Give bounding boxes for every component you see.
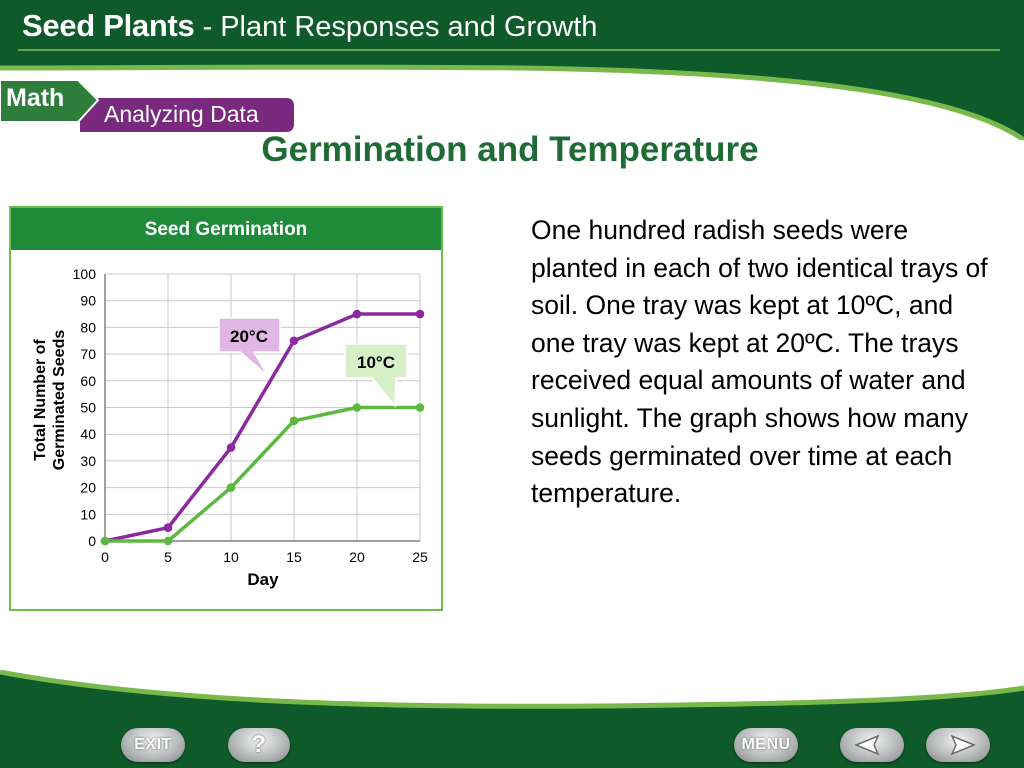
menu-label: MENU bbox=[741, 736, 791, 753]
y-tick-label: 100 bbox=[72, 266, 96, 282]
x-tick-label: 15 bbox=[286, 549, 302, 565]
left-arrow-icon bbox=[852, 734, 892, 756]
series-line-1 bbox=[105, 408, 420, 542]
y-tick-label: 10 bbox=[80, 506, 96, 523]
y-tick-label: 80 bbox=[80, 319, 96, 336]
title-main: Seed Plants bbox=[22, 8, 195, 43]
series-point-0 bbox=[416, 310, 425, 319]
chart-title: Seed Germination bbox=[11, 208, 441, 250]
y-tick-label: 50 bbox=[80, 399, 96, 416]
series-point-0 bbox=[290, 336, 299, 345]
legend-label-20c: 20°C bbox=[230, 327, 268, 346]
exit-label: EXIT bbox=[134, 736, 172, 753]
series-point-1 bbox=[101, 537, 110, 546]
y-tick-label: 70 bbox=[80, 346, 96, 363]
series-point-1 bbox=[416, 403, 425, 412]
series-point-1 bbox=[164, 537, 173, 546]
series-point-1 bbox=[353, 403, 362, 412]
back-button[interactable] bbox=[840, 728, 904, 762]
x-tick-label: 25 bbox=[412, 549, 428, 565]
y-axis-label-line2: Germinated Seeds bbox=[51, 329, 68, 471]
x-tick-label: 0 bbox=[101, 549, 109, 565]
series-point-0 bbox=[353, 310, 362, 319]
page-title-text: Germination and Temperature bbox=[261, 130, 759, 169]
right-arrow-icon bbox=[938, 734, 978, 756]
seed-germination-chart bbox=[0, 0, 460, 620]
y-tick-label: 20 bbox=[80, 479, 96, 496]
y-axis-label-line1: Total Number of bbox=[32, 339, 49, 461]
y-tick-label: 60 bbox=[80, 372, 96, 389]
x-axis-label: Day bbox=[247, 570, 279, 589]
series-point-1 bbox=[290, 417, 299, 426]
description-paragraph: One hundred radish seeds were planted in each of two identical trays of soil. One tray was kept at 10ºC, and one tray was kept at 20ºC. The trays received equal amounts of water and sunlight. The graph shows how many seeds germinated over time at each temperature. bbox=[531, 215, 988, 509]
y-tick-label: 30 bbox=[80, 452, 96, 469]
chart-panel bbox=[9, 206, 443, 611]
next-button[interactable] bbox=[926, 728, 990, 762]
series-point-0 bbox=[164, 523, 173, 532]
x-tick-label: 20 bbox=[349, 549, 365, 565]
menu-button[interactable] bbox=[734, 728, 798, 762]
x-tick-label: 10 bbox=[223, 549, 239, 565]
exit-button[interactable] bbox=[121, 728, 185, 762]
series-point-1 bbox=[227, 483, 236, 492]
y-tick-label: 90 bbox=[80, 292, 96, 309]
x-tick-label: 5 bbox=[164, 549, 172, 565]
badge-analyzing-label: Analyzing Data bbox=[104, 101, 259, 127]
series-point-0 bbox=[227, 443, 236, 452]
badge-math-label: Math bbox=[6, 84, 65, 112]
legend-label-10c: 10°C bbox=[357, 353, 395, 372]
y-tick-label: 0 bbox=[88, 533, 96, 549]
title-sub: - Plant Responses and Growth bbox=[194, 11, 598, 43]
help-button[interactable] bbox=[228, 728, 290, 762]
y-tick-label: 40 bbox=[80, 426, 96, 443]
help-label: ? bbox=[251, 731, 267, 758]
